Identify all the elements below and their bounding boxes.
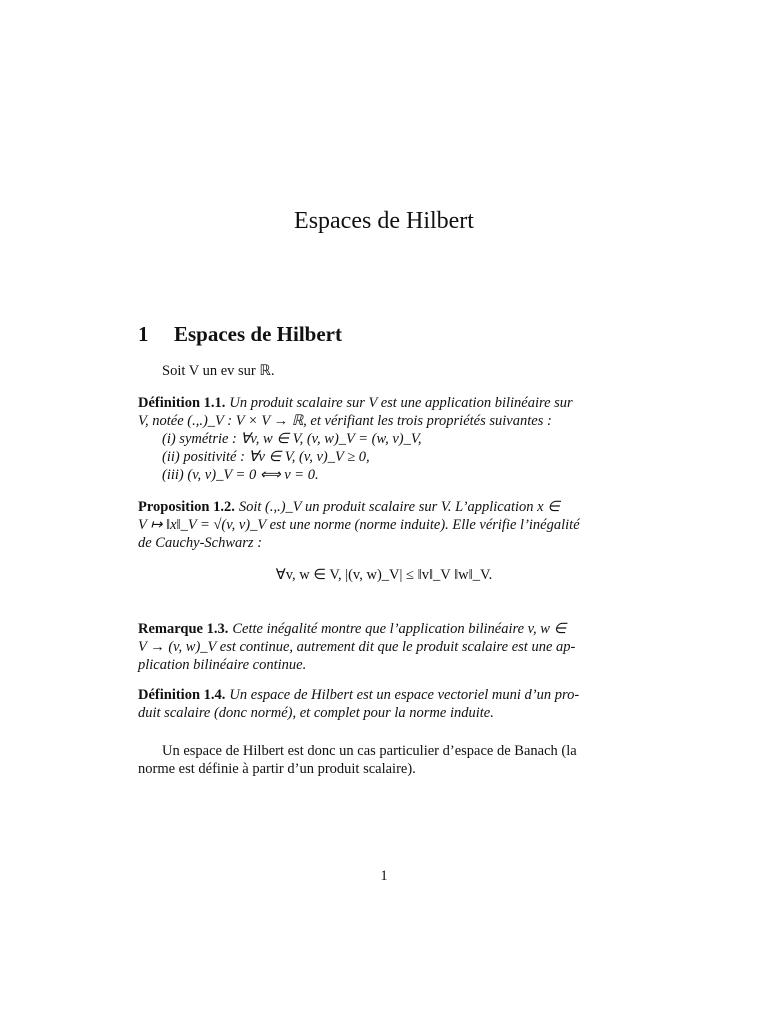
proposition-label: Proposition 1.2. [138, 499, 235, 515]
definition-item: (ii) positivité : ∀v ∈ V, (v, v)_V ≥ 0, [162, 449, 370, 465]
remark-line: Cette inégalité montre que l’application bilinéaire v, w ∈ [232, 621, 567, 637]
definition-line: Un produit scalaire sur V est une application bilinéaire sur [229, 395, 573, 411]
paragraph-line: Un espace de Hilbert est donc un cas particulier d’espace de Banach (la [162, 743, 577, 759]
page-number: 1 [380, 868, 388, 884]
definition-item: (iii) (v, v)_V = 0 ⟺ v = 0. [162, 467, 319, 483]
definition-label: Définition 1.1. [138, 395, 226, 411]
definition-item: (i) symétrie : ∀v, w ∈ V, (v, w)_V = (w, v)_V, [162, 431, 422, 447]
paragraph-line: norme est définie à partir d’un produit scalaire). [138, 761, 416, 777]
section-number: 1 [138, 322, 149, 346]
section-title: Espaces de Hilbert [174, 322, 342, 346]
body-paragraph [138, 742, 630, 778]
remark-line: V → (v, w)_V est continue, autrement dit que le produit scalaire est une ap- [138, 639, 576, 655]
definition-line: Un espace de Hilbert est un espace vectoriel muni d’un pro- [229, 687, 580, 703]
proposition-line: V ↦ ‖x‖_V = √(v, v)_V est une norme (norme induite). Elle vérifie l’inégalité [138, 517, 580, 533]
document-title: Espaces de Hilbert [294, 208, 474, 234]
definition-1-1 [138, 394, 630, 484]
cauchy-schwarz-equation: ∀v, w ∈ V, |(v, w)_V| ≤ ‖v‖_V ‖w‖_V. [275, 567, 493, 583]
remark-label: Remarque 1.3. [138, 621, 229, 637]
remark-1-3 [138, 620, 630, 674]
proposition-line: Soit (.,.)_V un produit scalaire sur V. L’application x ∈ [238, 499, 560, 515]
definition-line: V, notée (.,.)_V : V × V → ℝ, et vérifiant les trois propriétés suivantes : [138, 413, 552, 429]
remark-line: plication bilinéaire continue. [138, 657, 307, 673]
proposition-1-2 [138, 498, 630, 552]
definition-label: Définition 1.4. [138, 687, 226, 703]
proposition-line: de Cauchy-Schwarz : [138, 535, 263, 551]
intro-text: Soit V un ev sur ℝ. [162, 363, 275, 379]
definition-line: duit scalaire (donc normé), et complet pour la norme induite. [138, 705, 494, 721]
section-heading [138, 322, 342, 347]
definition-1-4 [138, 686, 630, 722]
